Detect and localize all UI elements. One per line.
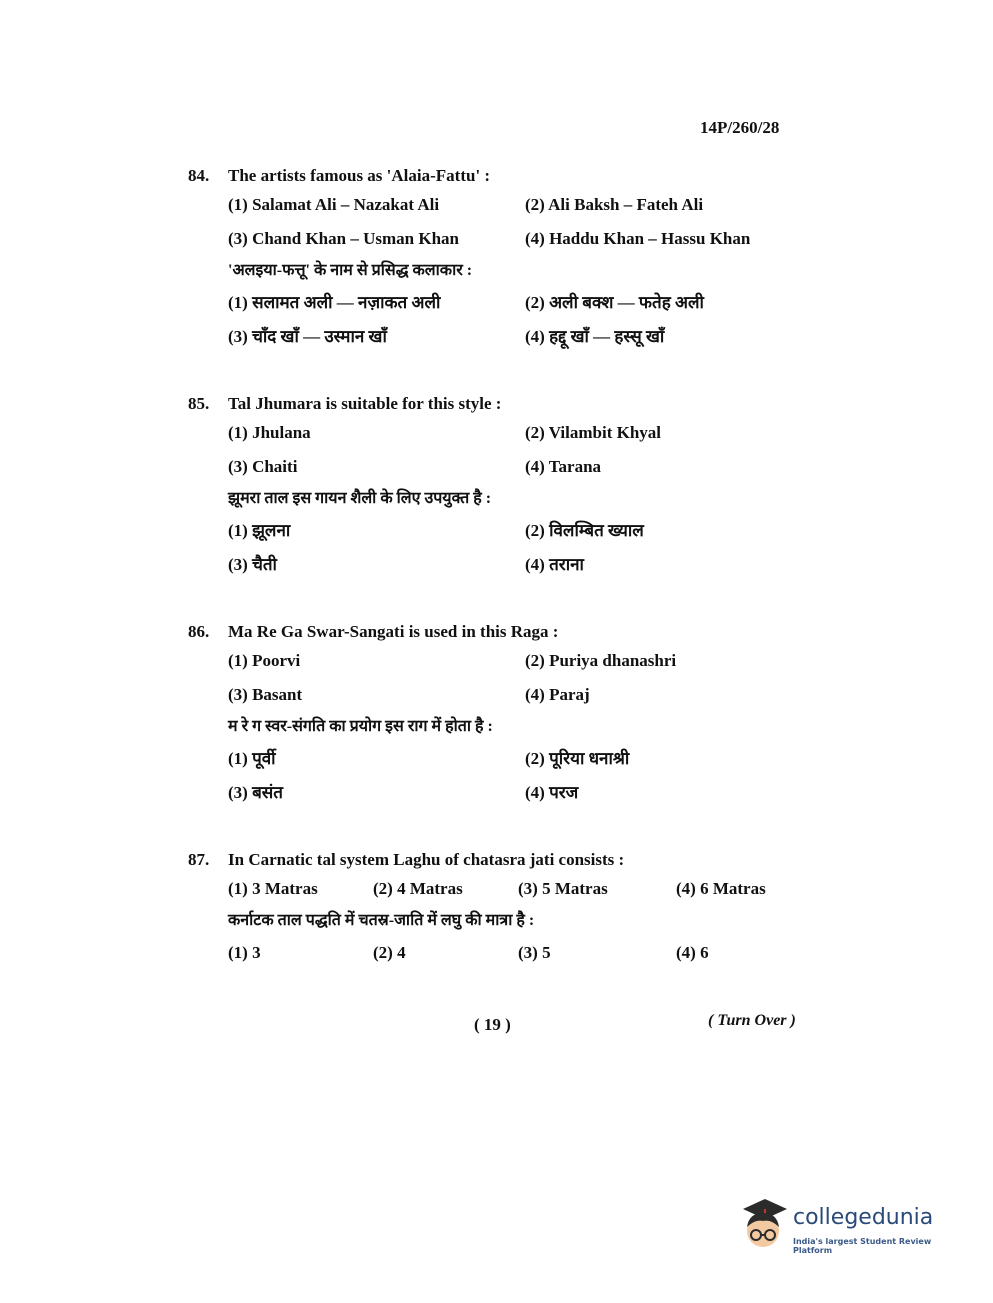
option-en: (3) Chand Khan – Usman Khan (228, 229, 459, 248)
option-en: (2) Puriya dhanashri (525, 651, 677, 670)
option-hi: (3) बसंत (228, 783, 283, 802)
option-en: (2) Vilambit Khyal (525, 423, 662, 442)
question-85 (188, 392, 808, 582)
option-hi: (4) तराना (525, 555, 584, 574)
option-hi: (2) पूरिया धनाश्री (525, 749, 630, 768)
option-en: (4) Haddu Khan – Hassu Khan (525, 229, 751, 248)
collegedunia-logo (735, 1197, 965, 1267)
option-hi: (1) 3 (228, 943, 261, 962)
question-number: 86. (188, 622, 210, 641)
option-hi: (4) 6 (676, 943, 709, 962)
option-en: (1) Poorvi (228, 651, 301, 670)
question-text-en: The artists famous as 'Alaia-Fattu' : (228, 166, 491, 185)
question-number: 85. (188, 394, 210, 413)
question-number: 84. (188, 166, 210, 185)
option-en: (4) 6 Matras (676, 879, 766, 898)
option-hi: (2) अली बक्श — फतेह अली (525, 293, 704, 312)
option-hi: (3) चैती (228, 555, 277, 574)
option-hi: (3) 5 (518, 943, 551, 962)
option-en: (2) Ali Baksh – Fateh Ali (525, 195, 704, 214)
question-number: 87. (188, 850, 210, 869)
option-hi: (4) परज (525, 783, 579, 802)
question-text-hi: झूमरा ताल इस गायन शैली के लिए उपयुक्त है : (228, 490, 492, 507)
question-text-en: Tal Jhumara is suitable for this style : (228, 394, 502, 413)
option-hi: (1) झूलना (228, 521, 291, 540)
option-en: (4) Tarana (525, 457, 602, 476)
option-en: (1) 3 Matras (228, 879, 318, 898)
option-hi: (2) 4 (373, 943, 406, 962)
paper-code: 14P/260/28 (700, 118, 780, 137)
question-86 (188, 620, 808, 810)
question-84 (188, 164, 808, 354)
option-en: (3) 5 Matras (518, 879, 608, 898)
option-en: (1) Jhulana (228, 423, 311, 442)
mascot-icon (735, 1197, 791, 1259)
question-text-en: In Carnatic tal system Laghu of chatasra jati consists : (228, 850, 625, 869)
option-hi: (2) विलम्बित ख्याल (525, 521, 644, 540)
option-hi: (3) चाँद खाँ — उस्मान खाँ (228, 327, 387, 346)
option-en: (4) Paraj (525, 685, 590, 704)
option-en: (3) Chaiti (228, 457, 298, 476)
question-87 (188, 848, 808, 970)
option-en: (3) Basant (228, 685, 303, 704)
page-number: ( 19 ) (474, 1015, 511, 1034)
option-hi: (1) पूर्वी (228, 749, 276, 768)
turn-over-note: ( Turn Over ) (708, 1012, 796, 1029)
logo-name: collegedunia (793, 1205, 934, 1230)
question-text-en: Ma Re Ga Swar-Sangati is used in this Raga : (228, 622, 559, 641)
question-text-hi: कर्नाटक ताल पद्धति में चतस्र-जाति में लघु की मात्रा है : (228, 912, 535, 929)
option-hi: (4) हद्दू खाँ — हस्सू खाँ (525, 327, 665, 346)
option-en: (1) Salamat Ali – Nazakat Ali (228, 195, 440, 214)
option-hi: (1) सलामत अली — नज़ाकत अली (228, 293, 441, 312)
question-text-hi: 'अलइया-फत्तू' के नाम से प्रसिद्ध कलाकार : (228, 262, 473, 279)
logo-tagline: India's largest Student Review Platform (793, 1237, 932, 1255)
option-en: (2) 4 Matras (373, 879, 463, 898)
question-text-hi: म रे ग स्वर-संगति का प्रयोग इस राग में होता है : (228, 718, 493, 735)
